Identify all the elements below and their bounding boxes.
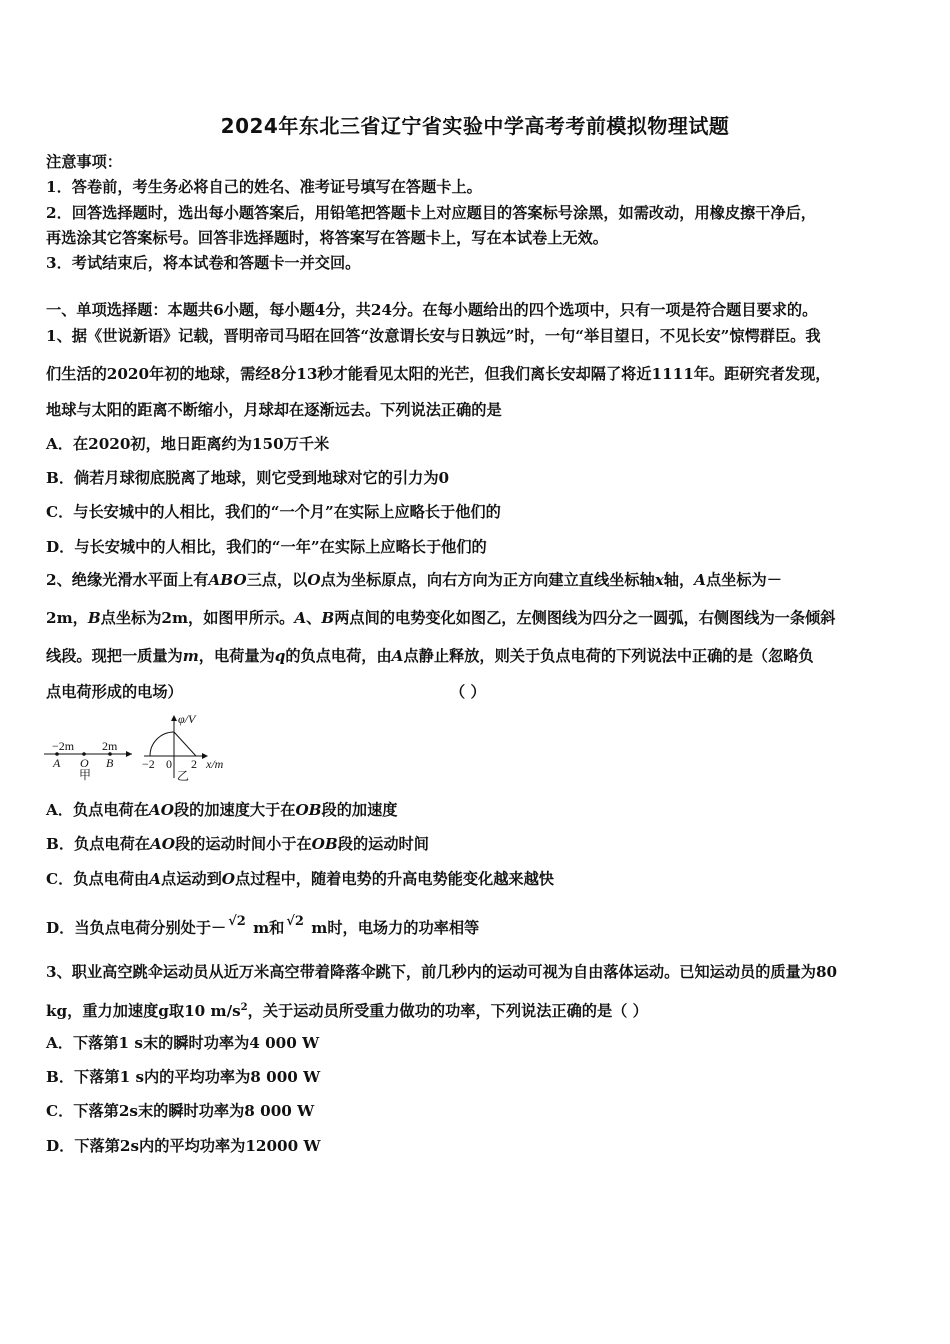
page-title: 2024年东北三省辽宁省实验中学高考考前模拟物理试题 [220, 114, 730, 138]
q2-text: m和 [247, 919, 285, 937]
q2-text: 点静止释放，则关于负点电荷的下列说法中正确的是（忽略负 [403, 647, 814, 665]
q3-stem-line-1: 3、职业高空跳伞运动员从近万米高空带着降落伞跳下，前几秒内的运动可视为自由落体运动。已知运动员的质量为80 [46, 963, 838, 981]
x-axis-label: x/m [206, 757, 224, 771]
q2-var-ob: OB [311, 835, 338, 853]
q2-text: m时，电场力的功率相等 [305, 919, 480, 937]
y-axis-arrow [171, 715, 177, 721]
q3-text: ，关于运动员所受重力做功的功率，下列说法正确的是（ ） [247, 1002, 648, 1021]
q2-figure [40, 712, 250, 784]
q2-var-x: x [654, 571, 664, 589]
q2-text: 点过程中，随着电势的升高电势能变化越来越快 [235, 870, 554, 888]
q2-text: C．负点电荷由 [46, 870, 150, 888]
q2-var-b: B [321, 609, 335, 627]
q2-var-ao: AO [149, 835, 175, 853]
q3-option-c: C．下落第2s末的瞬时功率为8 000 W [46, 1102, 315, 1120]
q2-var-a: A [294, 609, 307, 627]
q2-text: 轴， [663, 571, 695, 589]
figure-jia [44, 739, 132, 782]
q3-stem-line-2 [46, 998, 648, 1021]
q2-stem-line-3 [46, 646, 814, 666]
notice-item-2-line-2: 再选涂其它答案标号。回答非选择题时，将答案写在答题卡上，写在本试卷上无效。 [46, 229, 608, 247]
q2-stem-line-2 [46, 608, 835, 628]
q2-text: 段的运动时间 [337, 835, 429, 853]
tick-2: 2 [191, 757, 197, 771]
sqrt-2: √2 [228, 914, 246, 929]
q2-text: 段的加速度大于在 [173, 801, 296, 819]
q2-text: 2m， [46, 609, 88, 627]
number-line-arrow [126, 751, 132, 757]
q2-text: B．负点电荷在 [46, 835, 150, 853]
q2-var-o: O [307, 571, 321, 589]
sloped-segment [174, 732, 196, 756]
q1-option-a: A．在2020初，地日距离约为150万千米 [46, 435, 330, 453]
q3-option-b: B．下落第1 s内的平均功率为8 000 W [46, 1068, 321, 1086]
label-neg-2m: −2m [52, 739, 75, 753]
q3-option-d: D．下落第2s内的平均功率为12000 W [46, 1137, 321, 1155]
q2-option-d [46, 912, 479, 938]
notice-item-2-line-1: 2．回答选择题时，选出每小题答案后，用铅笔把答题卡上对应题目的答案标号涂黑，如需改动，用橡皮擦干净后， [46, 204, 816, 222]
q2-var-a: A [694, 571, 706, 589]
notice-item-3: 3．考试结束后，将本试卷和答题卡一并交回。 [46, 254, 361, 272]
notice-heading: 注意事项： [46, 153, 122, 171]
q1-stem-line-2: 们生活的2020年初的地球，需经8分13秒才能看见太阳的光芒，但我们离长安却隔了将近1111年。距研究者发现， [46, 365, 831, 383]
q2-var-ao: AO [148, 801, 174, 819]
q2-var-a: A [391, 647, 404, 665]
quarter-arc [150, 732, 174, 756]
label-b: B [106, 756, 114, 770]
q3-option-a: A．下落第1 s末的瞬时功率为4 000 W [46, 1034, 320, 1052]
q3-text: kg，重力加速度g取10 m/s [46, 1002, 241, 1021]
q1-option-c: C．与长安城中的人相比，我们的“一个月”在实际上应略长于他们的 [46, 503, 501, 521]
label-o: O [80, 756, 89, 770]
q2-text: 两点间的电势变化如图乙，左侧图线为四分之一圆弧，右侧图线为一条倾斜 [334, 609, 836, 627]
q2-text: ，电荷量为 [198, 647, 275, 665]
q2-text: D．当负点电荷分别处于－ [46, 919, 227, 937]
q2-text: 2、绝缘光滑水平面上有 [46, 571, 209, 589]
q2-var-ob: OB [295, 801, 322, 819]
q2-text: 段的运动时间小于在 [174, 835, 312, 853]
q2-stem-line-4: 点电荷形成的电场） [46, 683, 183, 701]
q2-answer-paren: （ ） [450, 683, 486, 701]
q2-var-m: m [182, 647, 199, 665]
q2-option-b [46, 834, 429, 854]
q2-var-abo: ABO [208, 571, 247, 589]
label-a: A [53, 756, 61, 770]
figure-yi [142, 712, 224, 783]
y-axis-label: φ/V [178, 712, 196, 726]
q2-option-c [46, 869, 554, 889]
q2-text: 段的加速度 [321, 801, 398, 819]
tick-0: 0 [166, 757, 172, 771]
tick-neg-2: −2 [142, 757, 155, 771]
sqrt-2: √2 [286, 914, 304, 929]
q2-text: 点运动到 [161, 870, 222, 888]
q2-text: 点为坐标原点，向右方向为正方向建立直线坐标轴 [320, 571, 655, 589]
superscript: 2 [240, 1002, 248, 1013]
section-heading: 一、单项选择题：本题共6小题，每小题4分，共24分。在每小题给出的四个选项中，只有一项是符合题目要求的。 [46, 301, 818, 319]
q2-var-b: B [87, 609, 101, 627]
caption-jia: 甲 [79, 768, 92, 782]
q2-var-a: A [149, 870, 162, 888]
q2-var-q: q [274, 647, 286, 665]
q2-text: 点坐标为－ [705, 571, 782, 589]
q1-stem-line-1: 1、据《世说新语》记载，晋明帝司马昭在回答“汝意谓长安与日孰远”时，一句“举目望日，不见长安”惊愕群臣。我 [46, 327, 821, 345]
q2-text: 点坐标为2m，如图甲所示。 [100, 609, 295, 627]
q2-text: A．负点电荷在 [46, 801, 149, 819]
q1-option-d: D．与长安城中的人相比，我们的“一年”在实际上应略长于他们的 [46, 538, 487, 556]
q2-text: 线段。现把一质量为 [46, 647, 183, 665]
q2-var-o: O [221, 870, 235, 888]
notice-item-1: 1．答卷前，考生务必将自己的姓名、准考证号填写在答题卡上。 [46, 178, 482, 196]
q1-stem-line-3: 地球与太阳的距离不断缩小，月球却在逐渐远去。下列说法正确的是 [46, 401, 502, 419]
q2-stem-line-1 [46, 570, 782, 590]
q2-text: 的负点电荷，由 [285, 647, 392, 665]
label-2m: 2m [102, 739, 118, 753]
q1-option-b: B．倘若月球彻底脱离了地球，则它受到地球对它的引力为0 [46, 469, 450, 487]
q2-text: 、 [306, 609, 322, 627]
caption-yi: 乙 [177, 769, 190, 783]
q2-option-a [46, 800, 397, 820]
q2-text: 三点，以 [246, 571, 308, 589]
